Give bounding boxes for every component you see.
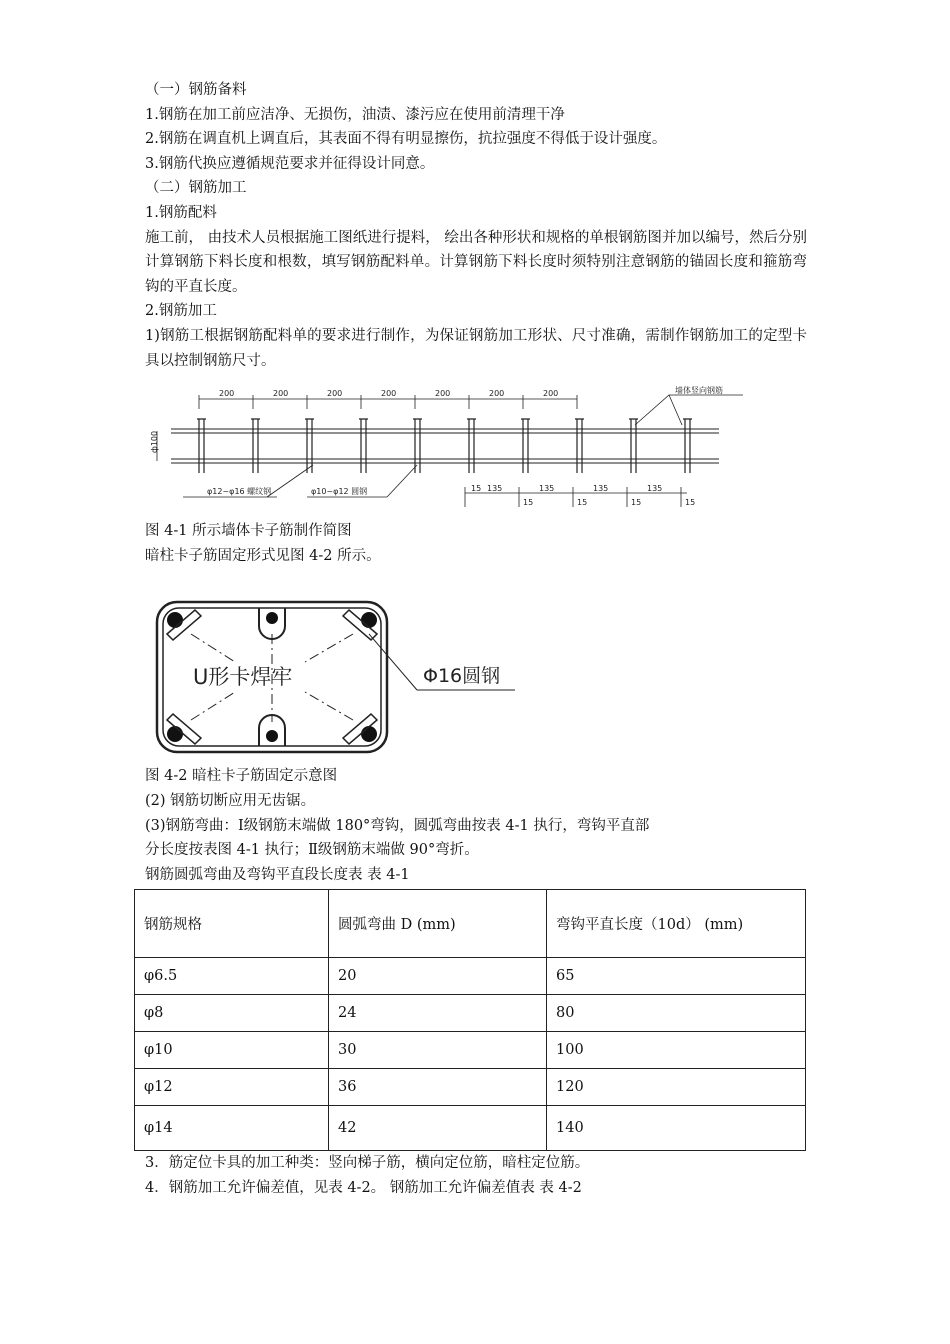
table-cell: φ10 <box>135 1032 329 1069</box>
table-cell: 65 <box>547 958 806 995</box>
paragraph: 3．筋定位卡具的加工种类：竖向梯子筋，横向定位筋，暗柱定位筋。 <box>145 1155 590 1172</box>
paragraph: 分长度按表图 4-1 执行；Ⅱ级钢筋末端做 90°弯折。 <box>145 842 479 859</box>
table-cell: 80 <box>547 995 806 1032</box>
subheading: 2.钢筋加工 <box>145 303 217 320</box>
document-page <box>145 78 807 1200</box>
section-heading-material: （一）钢筋备料 <box>145 82 247 98</box>
paragraph: 1.钢筋在加工前应洁净、无损伤，油渍、漆污应在使用前清理干净 <box>145 106 565 123</box>
label-threaded-bar: φ12~φ16 螺纹钢 <box>207 487 272 497</box>
label-vertical-bar: 墙体竖向钢筋 <box>675 386 723 396</box>
table-cell: 36 <box>329 1069 547 1106</box>
table-header-cell: 圆弧弯曲 D (mm) <box>329 890 547 958</box>
table-cell: 100 <box>547 1032 806 1069</box>
paragraph: 暗柱卡子筋固定形式见图 4-2 所示。 <box>145 547 381 564</box>
paragraph: 4．钢筋加工允许偏差值，见表 4-2。 钢筋加工允许偏差值表 表 4-2 <box>145 1179 582 1196</box>
table-row <box>135 995 806 1032</box>
table-title: 钢筋圆弧弯曲及弯钩平直段长度表 表 4-1 <box>145 866 410 883</box>
table-cell: φ8 <box>135 995 329 1032</box>
dim-label: 135 <box>539 484 555 494</box>
dim-label: 15 <box>685 498 696 508</box>
dim-label: 200 <box>327 389 343 399</box>
table-row <box>135 958 806 995</box>
label-u-clip: U形卡焊牢 <box>193 665 293 690</box>
table-header-cell: 弯钩平直长度（10d） (mm) <box>547 890 806 958</box>
bending-spec-table <box>134 889 806 1151</box>
figure-wall-clip-bar <box>147 379 723 519</box>
dim-label: 15 <box>523 498 534 508</box>
table-cell: φ12 <box>135 1069 329 1106</box>
figure-caption: 图 4-2 暗柱卡子筋固定示意图 <box>145 768 338 785</box>
dim-label: 200 <box>489 389 505 399</box>
table-header-row <box>135 890 806 958</box>
section-heading-processing: （二）钢筋加工 <box>145 180 247 197</box>
figure-caption: 图 4-1 所示墙体卡子筋制作简图 <box>145 523 352 540</box>
dim-label: 200 <box>543 389 559 399</box>
table-cell: 120 <box>547 1069 806 1106</box>
table-cell: 42 <box>329 1106 547 1151</box>
table-row <box>135 1106 806 1151</box>
table-row <box>135 1069 806 1106</box>
dim-label: 200 <box>435 389 451 399</box>
corner-bar-icon <box>361 612 377 628</box>
paragraph: (3)钢筋弯曲：Ⅰ级钢筋末端做 180°弯钩，圆弧弯曲按表 4-1 执行，弯钩平直部 <box>145 817 650 834</box>
paragraph: 2.钢筋在调直机上调直后，其表面不得有明显擦伤，抗拉强度不得低于设计强度。 <box>145 131 667 148</box>
subheading: 1.钢筋配料 <box>145 204 217 221</box>
corner-bar-icon <box>361 726 377 742</box>
dim-label: 15 <box>631 498 642 508</box>
label-round-bar: φ10~φ12 圆钢 <box>311 487 368 497</box>
dim-label: 135 <box>593 484 609 494</box>
table-row <box>135 1032 806 1069</box>
dim-label: 15 <box>471 484 482 494</box>
paragraph: 3.钢筋代换应遵循规范要求并征得设计同意。 <box>145 155 435 172</box>
table-cell: 24 <box>329 995 547 1032</box>
corner-bar-icon <box>167 726 183 742</box>
table-cell: φ14 <box>135 1106 329 1151</box>
corner-bar-icon <box>167 612 183 628</box>
dim-label: 15 <box>577 498 588 508</box>
dim-label: 200 <box>273 389 289 399</box>
table-cell: 140 <box>547 1106 806 1151</box>
dim-label: 200 <box>381 389 397 399</box>
figure-column-clip-fixing <box>155 590 525 760</box>
dim-label: 135 <box>647 484 663 494</box>
paragraph: 施工前， 由技术人员根据施工图纸进行提料， 绘出各种形状和规格的单根钢筋图并加以编号，然后分别计算钢筋下料长度和根数，填写钢筋配料单。计算钢筋下料长度时须特别注意钢筋的锚固长度和箍筋弯钩的平直长度。 <box>145 229 807 295</box>
paragraph: (2) 钢筋切断应用无齿锯。 <box>145 792 316 809</box>
table-header-cell: 钢筋规格 <box>135 890 329 958</box>
table-cell: 20 <box>329 958 547 995</box>
clip-bars <box>197 419 692 473</box>
table-cell: φ6.5 <box>135 958 329 995</box>
label-round-steel: Φ16圆钢 <box>423 665 501 688</box>
paragraph: 1)钢筋工根据钢筋配料单的要求进行制作，为保证钢筋加工形状、尺寸准确，需制作钢筋加工的定型卡具以控制钢筋尺寸。 <box>145 327 807 369</box>
dim-label: 200 <box>219 389 235 399</box>
dim-label: 135 <box>487 484 503 494</box>
dim-left: ф100 <box>150 431 159 454</box>
table-cell: 30 <box>329 1032 547 1069</box>
